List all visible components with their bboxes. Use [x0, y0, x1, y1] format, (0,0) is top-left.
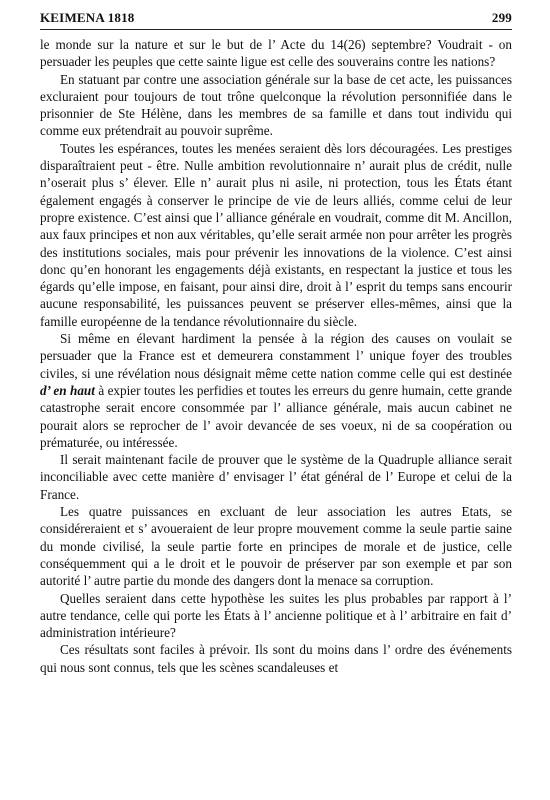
paragraph-2: En statuant par contre une association générale sur la base de cet acte, les puissances excluraient pour toujours de tout trône quelconque la révolution personnifiée dans le prisonnier de Ste Hélène, dans les membres de sa famille et dans tout individu qui comme eux prétendrait au pouvoir suprême. — [40, 71, 512, 139]
running-title: KEIMENA 1818 — [40, 10, 135, 25]
paragraph-6: Les quatre puissances en excluant de leur association les autres Etats, se considéreraient et s’ avoueraient de leur propre mouvement comme la seule partie saine du monde civilisé, la seule partie forte en principes de morale et de justice, celle conséquemment qui a le droit et le pouvoir de préserver par son exemple et par son autorité l’ autre partie du monde des dangers dont la menace sa corruption. — [40, 504, 512, 589]
paragraph-8: Ces résultats sont faciles à prévoir. Ils sont du moins dans l’ ordre des événements qui nous sont connus, tels que les scènes scandaleuses et — [40, 642, 512, 675]
paragraph-4-text-before: Si même en élevant hardiment la pensée à la région des causes on voulait se persuader que la France est et demeurera constamment l’ unique foyer des troubles civiles, si une révélation nous désignait même cette nation comme celle qui est destinée — [40, 331, 512, 381]
paragraph-7: Quelles seraient dans cette hypothèse les suites les plus probables par rapport à l’ autre tendance, celle qui porte les États à l’ ancienne politique et à l’ arbitraire en fait d’ administration intérieure? — [40, 590, 512, 641]
page-number: 299 — [491, 10, 512, 25]
paragraph-4-text-after: à expier toutes les perfidies et toutes les erreurs du genre humain, cette grande catastrophe serait encore consommée par l’ alliance générale, mais aucun cabinet ne pourait alors se reprocher de l’ avoir devancée de ses voeux, ni de sa coopération ou prématurée, ou intéressée. — [40, 382, 512, 450]
paragraph-4 — [40, 330, 512, 451]
paragraph-3: Toutes les espérances, toutes les menées seraient dès lors découragées. Les prestiges disparaîtraient peut - être. Nulle ambition revolutionnaire n’ aurait plus de crédit, nulle n’oserait plus s’ élever. Elle n’ aurait plus ni asile, ni protection, tous les États étant également engagés à conserver le principe de vie de leurs alliés, comme celui de leur propre existence. C’est ainsi que l’ alliance générale en voudrait, comme dit M. Ancillon, aux faux principes et non aux véritables, qu’elle serait armée non pour arrêter les progrès des institutions sociales, mais pour prévenir les innovations de la violence. C’est ainsi donc qu’en honorant les engagements déjà existants, en respectant la justice et tous les égards qu’elle impose, en faisant, pour ainsi dire, droit à l’ esprit du temps sans encourir aucune responsabilité, les puissances peuvent se préserver elles-mêmes, ainsi que la famille européenne de la tendance révolutionnaire du siècle. — [40, 140, 512, 329]
paragraph-4-emphasis: d’ en haut — [40, 382, 95, 398]
header-rule — [40, 29, 512, 30]
running-header — [40, 10, 512, 28]
body-text — [40, 36, 512, 676]
paragraph-5: Il serait maintenant facile de prouver que le système de la Quadruple alliance serait inconciliable avec cette manière d’ envisager l’ état général de l’ Europe et celui de la France. — [40, 452, 512, 502]
paragraph-1: le monde sur la nature et sur le but de l’ Acte du 14(26) septembre? Voudrait - on persuader les peuples que cette sainte ligue est celle des souverains contre les nations? — [40, 37, 512, 70]
